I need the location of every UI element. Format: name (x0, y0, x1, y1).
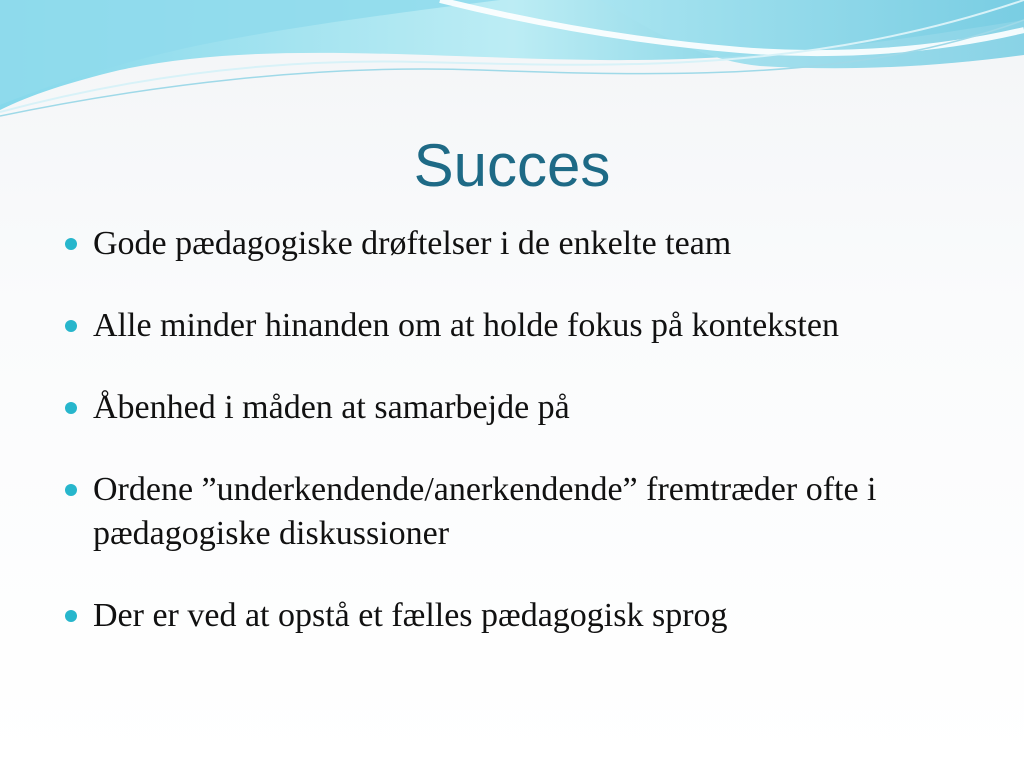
slide-title: Succes (413, 132, 611, 199)
bullet-icon (65, 320, 77, 332)
bullet-text: Der er ved at opstå et fælles pædagogisk sprog (93, 597, 728, 634)
bullet-icon (65, 402, 77, 414)
bullet-list (62, 222, 962, 676)
bullet-text: Gode pædagogiske drøftelser i de enkelte team (93, 225, 732, 262)
bullet-item (62, 594, 962, 638)
bullet-icon (65, 610, 77, 622)
bullet-item (62, 304, 962, 348)
header-wave-decoration (0, 0, 1024, 130)
bullet-text: Åbenhed i måden at samarbejde på (93, 389, 570, 426)
bullet-item (62, 386, 962, 430)
bullet-text: Ordene ”underkendende/anerkendende” fremtræder ofte i pædagogiske diskussioner (93, 471, 877, 552)
bullet-item (62, 468, 962, 556)
bullet-item (62, 222, 962, 266)
bullet-icon (65, 238, 77, 250)
bullet-icon (65, 484, 77, 496)
bullet-text: Alle minder hinanden om at holde fokus på konteksten (93, 307, 839, 344)
